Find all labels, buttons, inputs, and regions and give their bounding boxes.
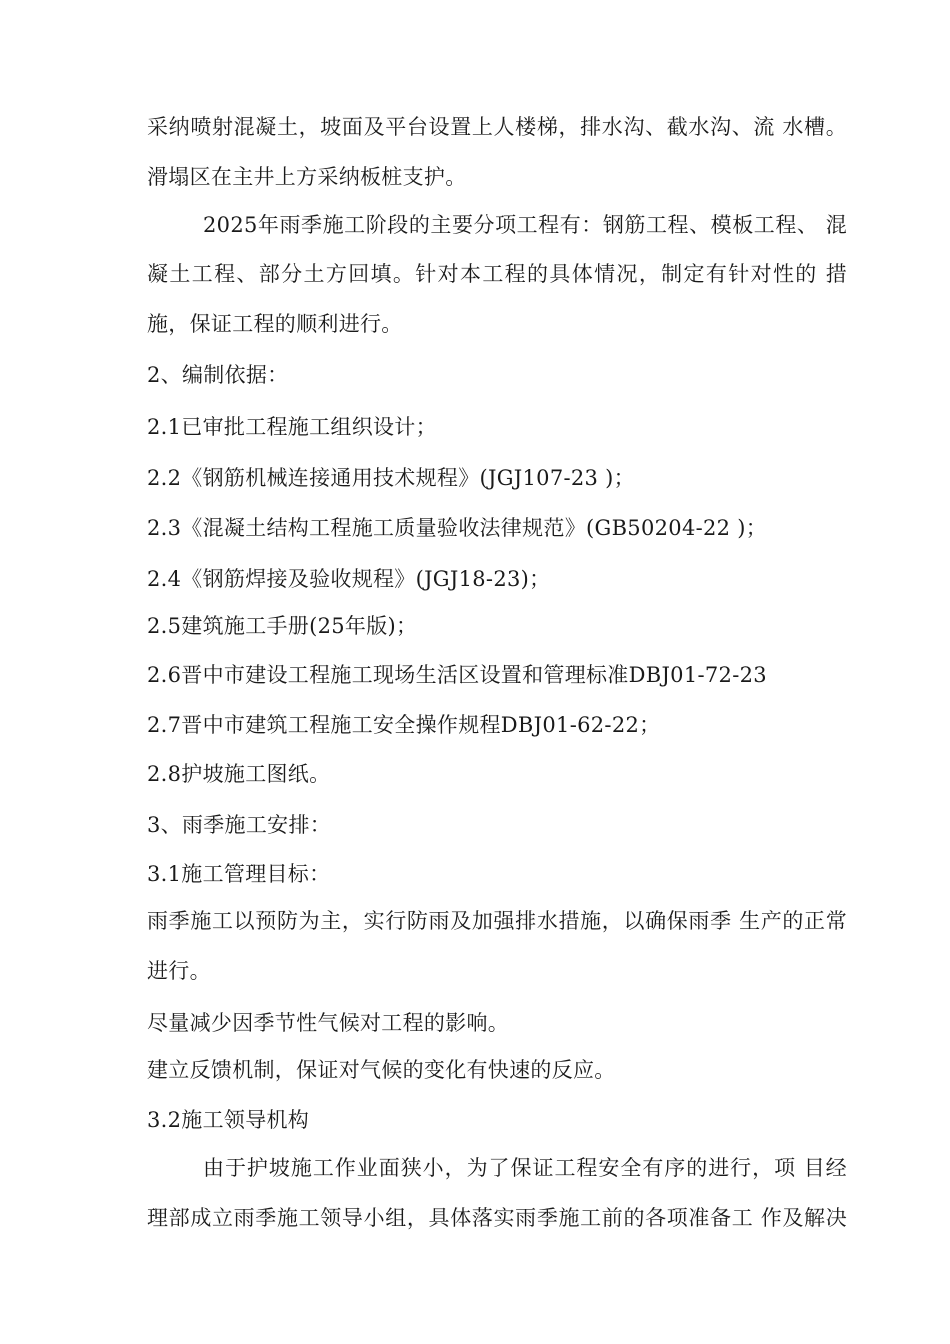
text-line: 由于护坡施工作业面狭小，为了保证工程安全有序的进行，项 目经 [203,1156,847,1180]
section-heading: 3.2施工领导机构 [147,1108,310,1132]
text-line: 2.3《混凝土结构工程施工质量验收法律规范》(GB50204-22 )； [147,516,768,540]
section-heading: 3、雨季施工安排： [147,813,332,837]
text-line: 3.1施工管理目标： [147,862,331,886]
text-line: 雨季施工以预防为主，实行防雨及加强排水措施，以确保雨季 生产的正常 [147,909,847,933]
text-line: 2.4《钢筋焊接及验收规程》(JGJ18-23)； [147,567,551,591]
text-line: 尽量减少因季节性气候对工程的影响。 [147,1011,510,1035]
section-heading: 2、编制依据： [147,363,289,387]
text-line: 滑塌区在主井上方采纳板桩支护。 [147,165,467,189]
text-line: 理部成立雨季施工领导小组，具体落实雨季施工前的各项准备工 作及解决 [147,1206,847,1230]
text-line: 2.2《钢筋机械连接通用技术规程》(JGJ107-23 )； [147,466,635,490]
text-line: 建立反馈机制，保证对气候的变化有快速的反应。 [147,1058,616,1082]
text-line: 2025年雨季施工阶段的主要分项工程有：钢筋工程、模板工程、 混 [203,213,847,237]
text-line: 施，保证工程的顺利进行。 [147,312,403,336]
text-line: 采纳喷射混凝土，坡面及平台设置上人楼梯，排水沟、截水沟、流 水槽。 [147,115,847,139]
text-line: 2.7晋中市建筑工程施工安全操作规程DBJ01-62-22； [147,713,661,737]
text-line: 2.5建筑施工手册(25年版)； [147,614,418,638]
text-line: 2.6晋中市建设工程施工现场生活区设置和管理标准DBJ01-72-23 [147,663,767,687]
text-line: 进行。 [147,959,211,983]
text-line: 2.1已审批工程施工组织设计； [147,415,437,439]
text-line: 2.8护坡施工图纸。 [147,762,331,786]
text-line: 凝土工程、部分土方回填。针对本工程的具体情况，制定有针对性的 措 [147,262,847,286]
